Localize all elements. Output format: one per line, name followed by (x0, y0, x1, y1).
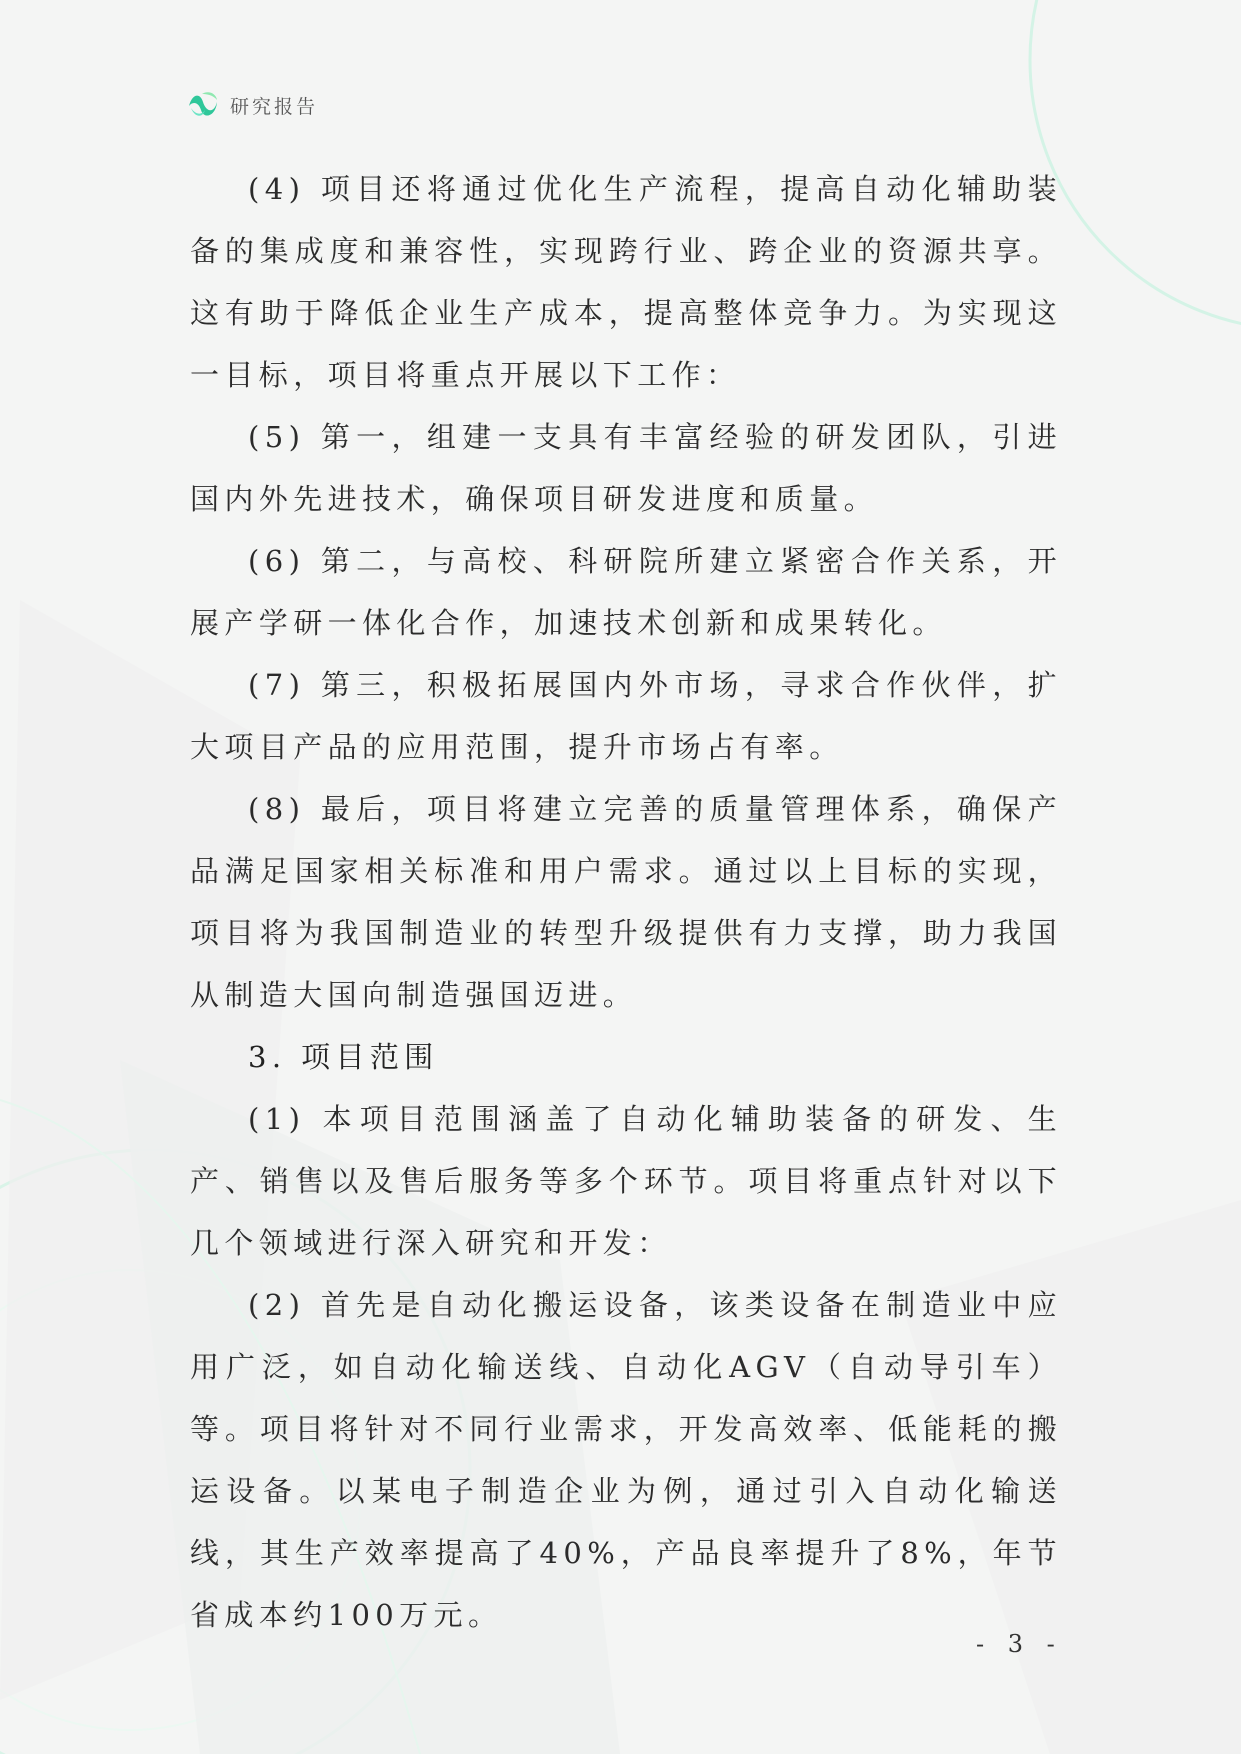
brand-name: 研究报告 (230, 95, 319, 118)
page-header (186, 88, 318, 122)
document-body (190, 158, 1062, 1646)
paragraph-7: (7) 第三，积极拓展国内外市场，寻求合作伙伴，扩大项目产品的应用范围，提升市场占有率。 (190, 668, 1062, 764)
paragraph-6: (6) 第二，与高校、科研院所建立紧密合作关系，开展产学研一体化合作，加速技术创新和成果转化。 (190, 544, 1062, 640)
scope-paragraph-2: (2) 首先是自动化搬运设备，该类设备在制造业中应用广泛，如自动化输送线、自动化AGV（自动导引车）等。项目将针对不同行业需求，开发高效率、低能耗的搬运设备。以某电子制造企业为例，通过引入自动化输送线，其生产效率提高了40%，产品良率提升了8%，年节省成本约100万元。 (190, 1288, 1062, 1632)
leaf-logo-icon (186, 88, 220, 122)
page-number: - 3 - (976, 1630, 1063, 1658)
paragraph-8: (8) 最后，项目将建立完善的质量管理体系，确保产品满足国家相关标准和用户需求。通过以上目标的实现，项目将为我国制造业的转型升级提供有力支撑，助力我国从制造大国向制造强国迈进。 (190, 792, 1062, 1012)
paragraph-4: (4) 项目还将通过优化生产流程，提高自动化辅助装备的集成度和兼容性，实现跨行业、跨企业的资源共享。这有助于降低企业生产成本，提高整体竞争力。为实现这一目标，项目将重点开展以下工作： (190, 172, 1062, 392)
section-heading: 3. 项目范围 (248, 1040, 439, 1074)
paragraph-5: (5) 第一，组建一支具有丰富经验的研发团队，引进国内外先进技术，确保项目研发进度和质量。 (190, 420, 1062, 516)
scope-paragraph-1: (1) 本项目范围涵盖了自动化辅助装备的研发、生产、销售以及售后服务等多个环节。项目将重点针对以下几个领域进行深入研究和开发： (190, 1102, 1062, 1260)
